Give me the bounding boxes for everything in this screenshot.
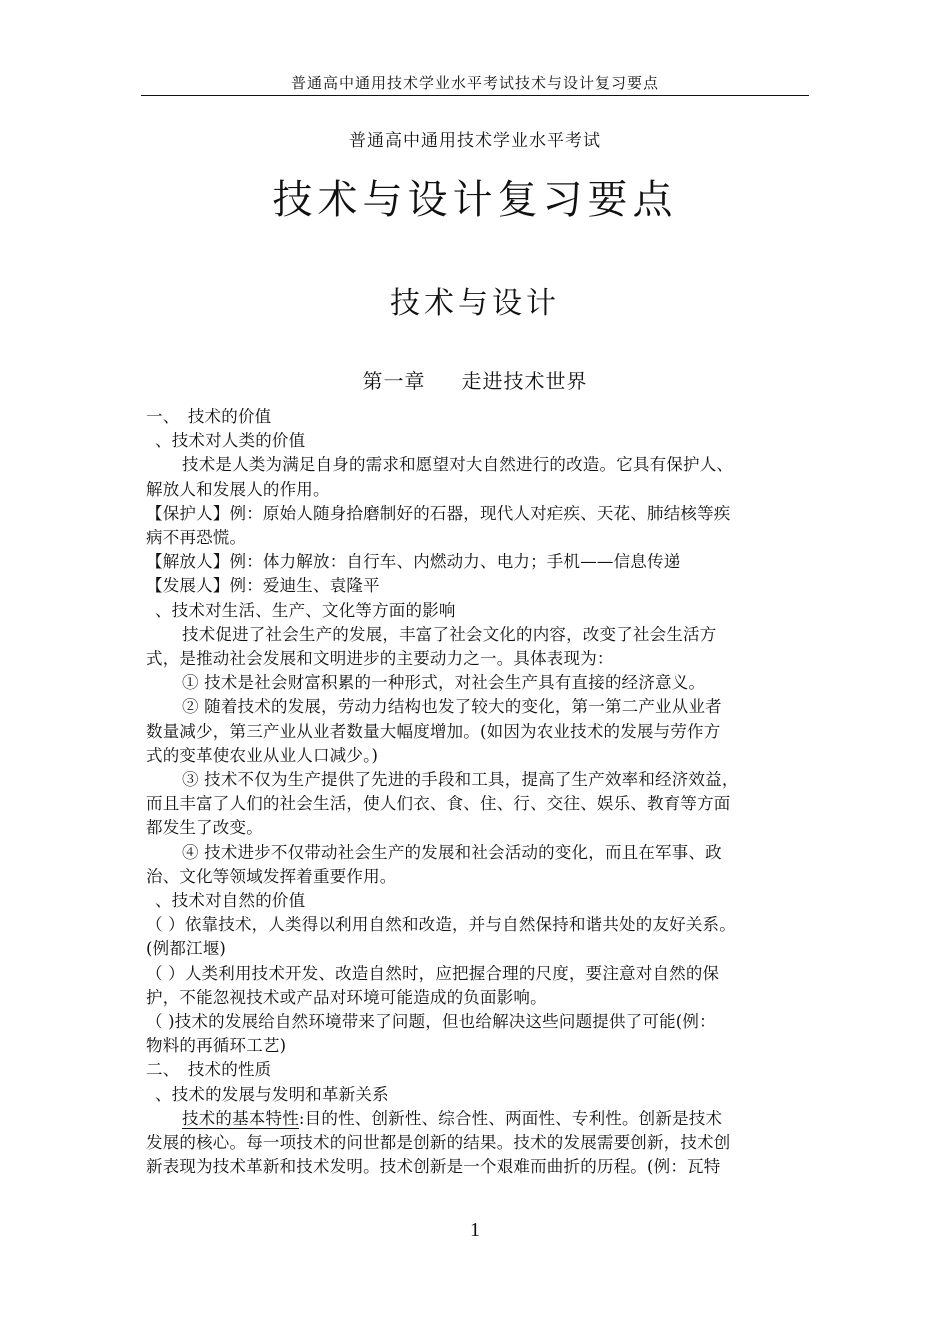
subheading: 、技术对生活、生产、文化等方面的影响	[155, 600, 456, 620]
paragraph-line: 发展的核心。每一项技术的问世都是创新的结果。技术的发展需要创新，技术创	[146, 1133, 731, 1153]
paragraph-line: 【发展人】例：爱迪生、袁隆平	[146, 576, 380, 596]
section-title: 技术与设计	[390, 286, 560, 321]
heading-1: 一、 技术的价值	[146, 407, 272, 426]
list-item: ② 随着技术的发展，劳动力结构也发了较大的变化，第一第二产业从业者	[182, 697, 722, 717]
paragraph-line: （ )技术的发展给自然环境带来了问题，但也给解决这些问题提供了可能(例：	[146, 1012, 716, 1032]
paragraph-line: 护，不能忽视技术或产品对环境可能造成的负面影响。	[146, 987, 547, 1007]
paragraph-line: 数量减少，第三产业从业者数量大幅度增加。(如因为农业技术的发展与劳作方	[146, 721, 721, 741]
chapter-name: 走进技术世界	[461, 369, 588, 393]
document-title: 技术与设计复习要点	[272, 177, 678, 223]
paragraph-line: 物料的再循环工艺)	[146, 1036, 287, 1056]
paragraph-line: 式的变革使农业从业人口减少。)	[146, 745, 379, 765]
page-number: 1	[470, 1219, 480, 1241]
paragraph-line: 新表现为技术革新和技术发明。技术创新是一个艰难而曲折的历程。(例：瓦特	[146, 1157, 721, 1177]
header-rule	[141, 95, 809, 96]
chapter-title	[141, 365, 809, 394]
paragraph-line: （ ）依靠技术，人类得以利用自然和改造，并与自然保持和谐共处的友好关系。	[146, 915, 736, 935]
subheading: 、技术对自然的价值	[155, 891, 306, 911]
paragraph-line: 式，是推动社会发展和文明进步的主要动力之一。具体表现为：	[146, 649, 614, 669]
paragraph-line: (例都江堰)	[146, 939, 227, 959]
paragraph-line: 都发生了改变。	[146, 818, 263, 838]
paragraph-line: 治、文化等领域发挥着重要作用。	[146, 866, 397, 886]
list-item: ④ 技术进步不仅带动社会生产的发展和社会活动的变化，而且在军事、政	[182, 842, 722, 862]
subheading: 、技术对人类的价值	[155, 431, 306, 451]
paragraph-line: （ ）人类利用技术开发、改造自然时，应把握合理的尺度，要注意对自然的保	[146, 963, 720, 983]
heading-2: 二、 技术的性质	[146, 1060, 272, 1080]
paragraph-line: 技术是人类为满足自身的需求和愿望对大自然进行的改造。它具有保护人、	[182, 455, 734, 475]
list-item: ① 技术是社会财富积累的一种形式，对社会生产具有直接的经济意义。	[182, 673, 706, 693]
subheading: 、技术的发展与发明和革新关系	[155, 1084, 389, 1104]
paragraph-text: :目的性、创新性、综合性、两面性、专利性。创新是技术	[298, 1108, 723, 1128]
paragraph-line: 病不再恐慌。	[146, 528, 247, 548]
paragraph-line: 【解放人】例：体力解放：自行车、内燃动力、电力；手机——信息传递	[146, 552, 681, 572]
document-body	[146, 405, 808, 1180]
paragraph-line: 解放人和发展人的作用。	[146, 479, 330, 499]
document-subtitle: 普通高中通用技术学业水平考试	[349, 131, 601, 151]
underlined-term: 技术的基本特性	[182, 1108, 299, 1128]
running-header: 普通高中通用技术学业水平考试技术与设计复习要点	[290, 74, 659, 92]
chapter-label: 第一章	[362, 369, 426, 393]
paragraph-line: 【保护人】例：原始人随身拾磨制好的石器，现代人对疟疾、天花、肺结核等疾	[146, 503, 731, 523]
paragraph-line: 技术促进了社会生产的发展，丰富了社会文化的内容，改变了社会生活方	[182, 624, 717, 644]
paragraph-line	[146, 1107, 808, 1131]
paragraph-line: 而且丰富了人们的社会生活，使人们衣、食、住、行、交往、娱乐、教育等方面	[146, 794, 731, 814]
list-item: ③ 技术不仅为生产提供了先进的手段和工具，提高了生产效率和经济效益，	[182, 770, 739, 790]
